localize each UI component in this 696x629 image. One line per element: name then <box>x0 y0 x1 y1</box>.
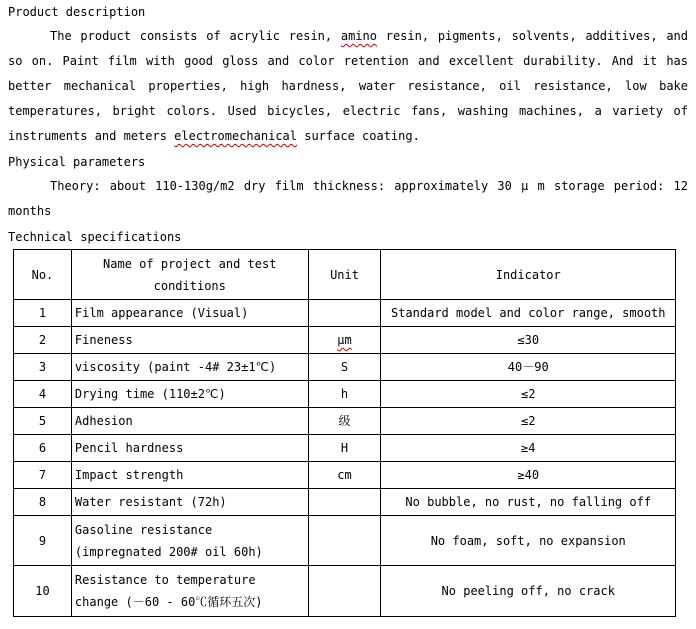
row-indicator: ≤30 <box>381 327 676 354</box>
row-no: 10 <box>14 566 72 617</box>
row-indicator: No foam, soft, no expansion <box>381 516 676 566</box>
row-name: Drying time (110±2℃) <box>71 381 308 408</box>
row-name: Impact strength <box>71 462 308 489</box>
row-unit: H <box>308 435 381 462</box>
row-no: 6 <box>14 435 72 462</box>
row-unit <box>308 300 381 327</box>
row-name: viscosity (paint -4# 23±1℃) <box>71 354 308 381</box>
row-unit <box>308 489 381 516</box>
table-row <box>14 516 676 566</box>
row-name: Gasoline resistance (impregnated 200# oil 60h) <box>71 516 308 566</box>
table-row <box>14 300 676 327</box>
header-no: No. <box>14 250 72 300</box>
product-heading: Product description <box>8 5 146 19</box>
technical-heading: Technical specifications <box>8 230 182 244</box>
header-indicator: Indicator <box>381 250 676 300</box>
table-row <box>14 408 676 435</box>
row-name: Pencil hardness <box>71 435 308 462</box>
row-no: 4 <box>14 381 72 408</box>
row-no: 1 <box>14 300 72 327</box>
row-indicator: ≤2 <box>381 408 676 435</box>
description-part-3: surface coating. <box>297 129 420 143</box>
row-name: Resistance to temperature change (－60 - 60℃循环五次) <box>71 566 308 617</box>
table-row <box>14 489 676 516</box>
header-name: Name of project and test conditions <box>71 250 308 300</box>
row-unit <box>308 327 381 354</box>
row-no: 9 <box>14 516 72 566</box>
row-indicator: 40－90 <box>381 354 676 381</box>
amino-word: amino <box>340 29 377 43</box>
row-no: 5 <box>14 408 72 435</box>
row-name: Adhesion <box>71 408 308 435</box>
table-header-row <box>14 250 676 300</box>
row-indicator: No bubble, no rust, no falling off <box>381 489 676 516</box>
row-indicator: ≥4 <box>381 435 676 462</box>
physical-text: Theory: about 110-130g/m2 dry film thickness: approximately 30 μ m storage period: 12 months <box>8 179 688 218</box>
table-row <box>14 327 676 354</box>
table-row <box>14 462 676 489</box>
row-indicator: ≥40 <box>381 462 676 489</box>
description-part-2: resin, pigments, solvents, additives, and so on. Paint film with good gloss and color retention and excellent durability. And it has better mechanical properties, high hardness, water resistance, oil resistance, low bake temperatures, bright colors. Used bicycles, electric fans, washing machines, a variety of instruments and meters <box>8 29 688 143</box>
description-part-1: The product consists of acrylic resin, <box>50 29 341 43</box>
row-name: Film appearance (Visual) <box>71 300 308 327</box>
row-unit <box>308 566 381 617</box>
spec-table <box>13 249 676 617</box>
row-unit <box>308 516 381 566</box>
physical-parameters <box>8 174 688 224</box>
row-unit: 级 <box>308 408 381 435</box>
row-indicator: Standard model and color range, smooth <box>381 300 676 327</box>
row-name: Fineness <box>71 327 308 354</box>
table-row <box>14 354 676 381</box>
row-unit: h <box>308 381 381 408</box>
row-name: Water resistant (72h) <box>71 489 308 516</box>
product-description <box>8 24 688 149</box>
unit-um: μm <box>337 333 352 347</box>
row-unit: S <box>308 354 381 381</box>
row-no: 3 <box>14 354 72 381</box>
table-row <box>14 435 676 462</box>
header-unit: Unit <box>308 250 381 300</box>
row-no: 8 <box>14 489 72 516</box>
table-row <box>14 381 676 408</box>
physical-heading: Physical parameters <box>8 155 146 169</box>
row-no: 7 <box>14 462 72 489</box>
row-unit: cm <box>308 462 381 489</box>
electromechanical-word: electromechanical <box>174 129 297 143</box>
row-no: 2 <box>14 327 72 354</box>
row-indicator: ≤2 <box>381 381 676 408</box>
row-indicator: No peeling off, no crack <box>381 566 676 617</box>
table-row <box>14 566 676 617</box>
